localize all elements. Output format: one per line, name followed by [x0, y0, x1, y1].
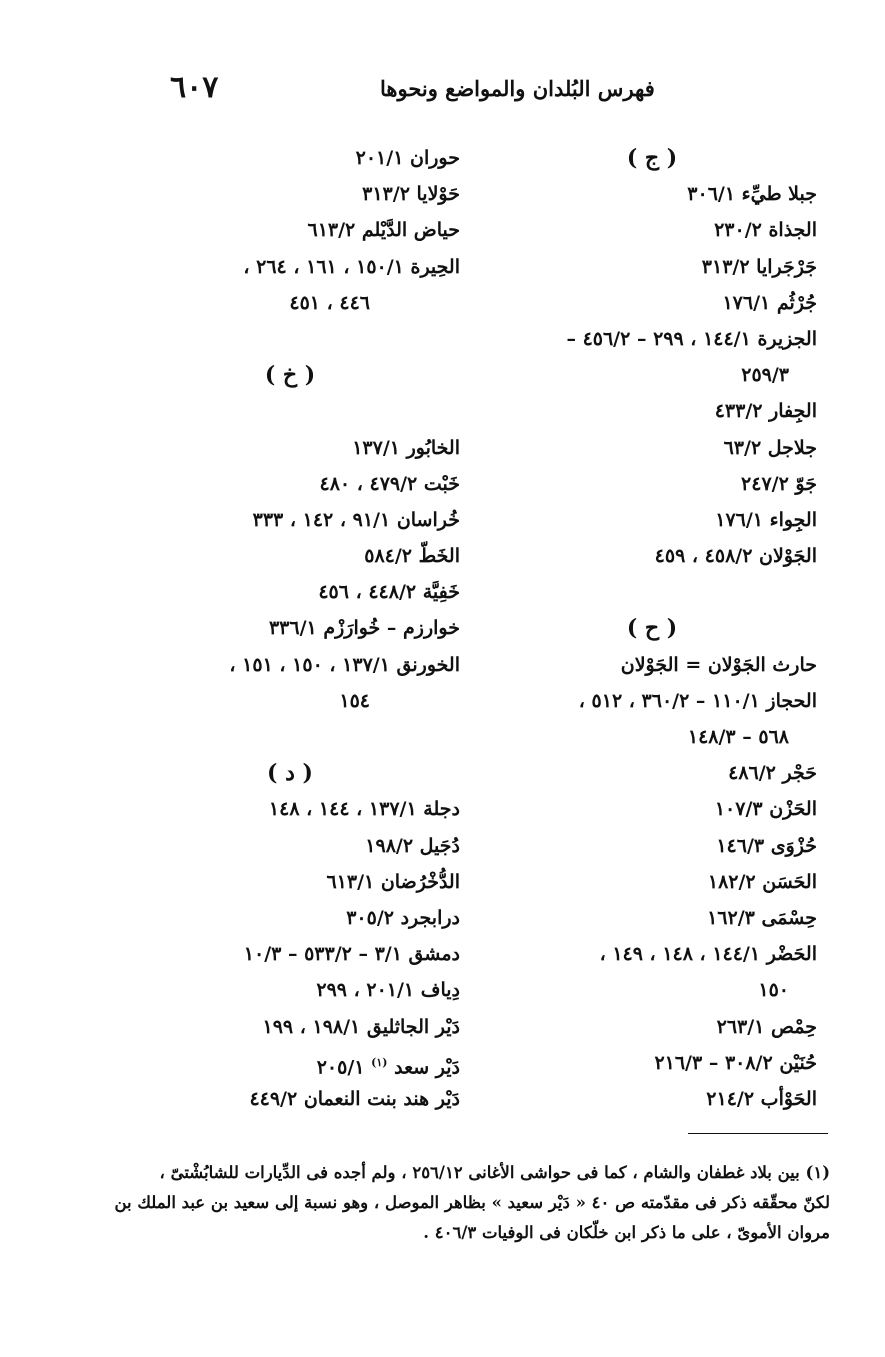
- index-entry: الجزيرة ١٤٤/١ ، ٢٩٩ – ٤٥٦/٢ –: [566, 327, 817, 350]
- index-entry: حَجْر ٤٨٦/٢: [728, 762, 817, 785]
- footnote-marker: (١): [371, 1055, 388, 1069]
- index-entry: حِمْص ٢٦٣/١: [716, 1015, 817, 1038]
- entry-name: دَيْر سعد: [394, 1056, 460, 1079]
- entry-reference: ٢٠٥/١: [316, 1056, 365, 1079]
- index-entry: الجَوْلان ٤٥٨/٢ ، ٤٥٩: [654, 545, 817, 568]
- index-entry: دِياف ٢٠١/١ ، ٢٩٩: [316, 979, 460, 1002]
- index-entry: الدُّخْرُضان ٦١٣/١: [326, 870, 460, 893]
- index-entry: حُنَيْن ٣٠٨/٢ – ٢١٦/٣: [654, 1051, 817, 1074]
- index-entry: الجِفار ٤٣٣/٢: [714, 400, 817, 423]
- spacer: [487, 574, 817, 610]
- footnote-divider: [688, 1133, 828, 1134]
- index-entry: دُجَيل ١٩٨/٢: [365, 834, 460, 857]
- index-entry: الجذاة ٢٣٠/٢: [714, 219, 817, 242]
- page-number: ٦٠٧: [170, 70, 219, 105]
- page-header: [0, 70, 885, 110]
- index-entry: دَيْر هند بنت النعمان ٤٤٩/٢: [249, 1087, 460, 1110]
- index-entry: حَوْلايا ٣١٣/٢: [362, 183, 460, 206]
- section-heading: ( د ): [267, 760, 313, 787]
- index-entry: حوران ٢٠١/١: [355, 147, 460, 169]
- index-entry: الحجاز ١١٠/١ – ٣٦٠/٢ ، ٥١٢ ،: [578, 689, 817, 712]
- index-entry: الجِواء ١٧٦/١: [715, 508, 817, 531]
- index-entry: دجلة ١٣٧/١ ، ١٤٤ ، ١٤٨: [268, 798, 460, 821]
- index-entry: الحَسَن ١٨٢/٢: [707, 870, 817, 893]
- index-entry: جلاجل ٦٣/٢: [723, 436, 817, 459]
- index-entry: الخابُور ١٣٧/١: [352, 436, 460, 459]
- index-entry: خوارزم – خُوارَزْم ٣٣٦/١: [268, 617, 460, 640]
- spacer: [120, 393, 460, 429]
- index-entry: الحَوْأب ٢١٤/٢: [706, 1087, 817, 1110]
- index-entry: جبلا طيِّء ٣٠٦/١: [687, 183, 817, 206]
- index-entry: الخورنق ١٣٧/١ ، ١٥٠ ، ١٥١ ،: [229, 653, 460, 676]
- running-title: فهرس البُلدان والمواضع ونحوها: [380, 76, 655, 101]
- index-entry: جُرْثُم ١٧٦/١: [722, 291, 817, 314]
- index-entry: حُزْوَى ١٤٦/٣: [716, 834, 817, 857]
- index-entry: حارث الجَوْلان = الجَوْلان: [620, 653, 817, 676]
- index-entry: خَبْت ٤٧٩/٢ ، ٤٨٠: [319, 472, 460, 495]
- index-entry: جَرْجَرايا ٣١٣/٢: [701, 255, 817, 278]
- index-entry-continuation: ١٥٤: [339, 689, 370, 712]
- index-entry: [120, 1045, 460, 1081]
- footnote-line: لكنّ محقّقه ذكر فى مقدّمته ص ٤٠ « دَيْر سعيد » بظاهر الموصل ، وهو نسبة إلى سعيد بن عبد الملك بن: [114, 1193, 830, 1212]
- section-heading: ( ح ): [626, 615, 678, 642]
- index-entry: دمشق ٣/١ – ٥٣٣/٢ – ١٠/٣: [243, 943, 460, 966]
- index-column-left: [120, 140, 460, 1117]
- index-entry-continuation: ٤٤٦ ، ٤٥١: [289, 291, 370, 314]
- spacer: [120, 321, 460, 357]
- section-heading: ( خ ): [264, 362, 316, 389]
- footnote: [114, 1158, 830, 1248]
- index-entry: درابجرد ٣٠٥/٢: [346, 906, 460, 929]
- index-entry: الخَطّ ٥٨٤/٢: [364, 545, 460, 568]
- section-heading: ( ج ): [626, 145, 678, 171]
- index-entry: الحَزْن ١٠٧/٣: [714, 798, 817, 821]
- index-entry: حِسْمَى ١٦٢/٣: [707, 906, 817, 929]
- index-entry-continuation: ٥٦٨ – ١٤٨/٣: [687, 726, 789, 748]
- index-entry: دَيْر الجاثليق ١٩٨/١ ، ١٩٩: [262, 1015, 460, 1038]
- index-entry: حياض الدَّيْلم ٦١٣/٢: [307, 219, 460, 242]
- spacer: [120, 719, 460, 755]
- index-entry: جَوّ ٢٤٧/٢: [741, 472, 817, 495]
- index-entry: الحِيرة ١٥٠/١ ، ١٦١ ، ٢٦٤ ،: [243, 255, 460, 278]
- index-column-right: [487, 140, 817, 1117]
- footnote-line: (١) بين بلاد غطفان والشام ، كما فى حواشى الأغانى ٢٥٦/١٢ ، ولم أجده فى الدِّيارات للشابُشْتىّ ،: [159, 1163, 830, 1182]
- index-entry: خَفِيَّة ٤٤٨/٢ ، ٤٥٦: [318, 581, 460, 604]
- index-entry: الحَضْر ١٤٤/١ ، ١٤٨ ، ١٤٩ ،: [599, 943, 817, 966]
- footnote-line: مروان الأموىّ ، على ما ذكر ابن خلّكان فى الوفيات ٤٠٦/٣ .: [423, 1223, 830, 1242]
- index-entry-continuation: ١٥٠: [758, 979, 789, 1002]
- index-entry: خُراسان ٩١/١ ، ١٤٢ ، ٣٣٣: [252, 508, 460, 531]
- index-entry-continuation: ٢٥٩/٣: [741, 364, 789, 387]
